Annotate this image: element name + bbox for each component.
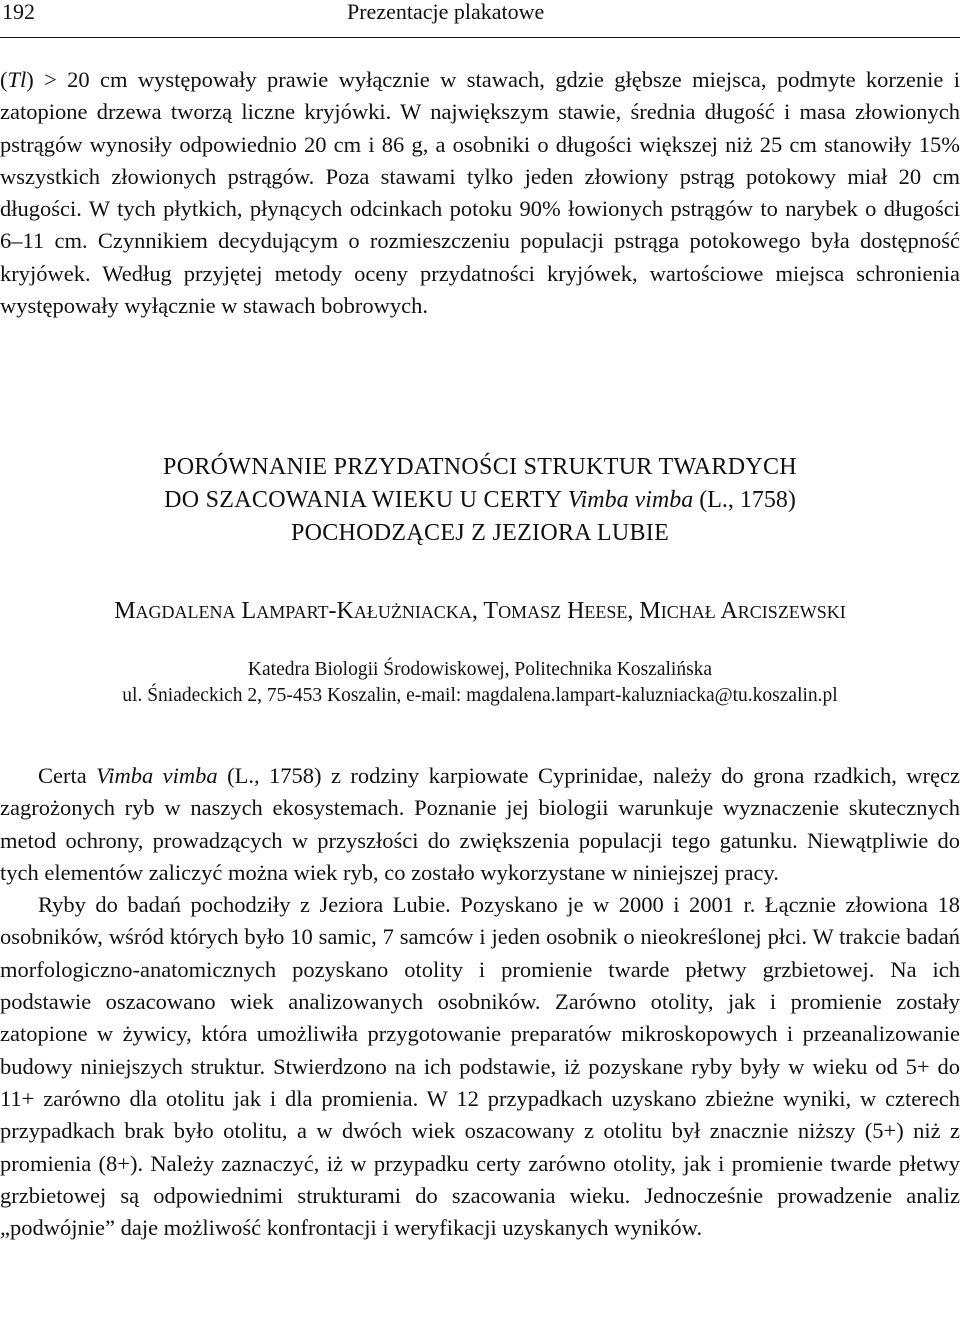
para1-body: (L., 1758) z rodziny karpiowate Cyprinidae, należy do grona rzadkich, wręcz zagrożonych ryb w naszych ekosystemach. Poznanie jej biologii warunkuje wyznaczenie skutecznych metod ochrony, prowadzących w przyszłości do zwiększenia populacji tego gatunku. Niewątpliwie do tych elementów zaliczyć można wiek ryb, co zostało wykorzystane w niniejszej pracy. <box>0 763 960 885</box>
author-initial: K <box>336 598 354 624</box>
running-header <box>0 0 960 30</box>
abstract-paragraph-1 <box>0 760 960 889</box>
page-number: 192 <box>2 0 35 24</box>
author-name-part <box>114 598 235 624</box>
author-name-rest: AŁUŻNIACKA <box>353 602 472 622</box>
author-initial: A <box>720 598 738 624</box>
author-name-rest: AMPART <box>256 602 329 622</box>
abstract-paragraph-2: Ryby do badań pochodziły z Jeziora Lubie. Pozyskano je w 2000 i 2001 r. Łącznie złowiona 18 osobników, wśród których było 10 samic, 7 samców i jeden osobnik o nieokreślonej płci. W trakcie badań morfologiczno-anatomicznych pozyskano otolity i promienie twarde płetwy grzbietowej. Na ich podstawie oszacowano wiek analizowanych osobników. Zarówno otolity, jak i promienie zostały zatopione w żywicy, która umożliwiła przygotowanie preparatów mikroskopowych i przeanalizowanie budowy niniejszych struktur. Stwierdzono na ich podstawie, iż pozyskane ryby były w wieku od 5+ do 11+ zarówno dla otolitu jak i dla promienia. W 12 przypadkach uzyskano zbieżne wyniki, w czterech przypadkach brak było otolitu, a w dwóch wiek oszacowany z otolitu był znacznie niższy (5+) niż z promienia (8+). Należy zaznaczyć, iż w przypadku certy zarówno otolity, jak i promienie twarde płetwy grzbietowej są odpowiednimi strukturami do szacowania wieku. Jednocześnie prowadzenie analiz „podwójnie” daje możliwość konfrontacji i weryfikacji uzyskanych wyników. <box>0 892 960 1241</box>
author-name-rest: OMASZ <box>498 602 562 622</box>
tl-open-paren: ( <box>0 67 8 92</box>
author-separator: , <box>627 598 640 624</box>
author-name-part <box>720 598 845 624</box>
para1-pre: Certa <box>38 763 97 788</box>
abstract-text <box>0 760 960 1244</box>
tl-close-paren: ) <box>26 67 34 92</box>
author-name-rest: AGDALENA <box>135 602 236 622</box>
affiliation <box>0 657 960 709</box>
header-rule <box>0 37 960 38</box>
previous-article-body: > 20 cm występowały prawie wyłącznie w stawach, gdzie głębsze miejsca, podmyte korzenie i zatopione drzewa tworzą liczne kryjówki. W największym stawie, średnia długość i masa złowionych pstrągów wynosiły odpowiednio 20 cm i 86 g, a osobniki o długości większej niż 25 cm stanowiły 15% wszystkich złowionych pstrągów. Poza stawami tylko jeden złowiony pstrąg potokowy miał 20 cm długości. W tych płytkich, płynących odcinkach potoku 90% łowionych pstrągów to narybek o długości 6–11 cm. Czynnikiem decydującym o rozmieszczeniu populacji pstrąga potokowego była dostępność kryjówek. Według przyjętej metody oceny przydatności kryjówek, wartościowe miejsca schronienia występowały wyłącznie w stawach bobrowych. <box>0 67 960 319</box>
author-name-rest: EESE <box>584 602 628 622</box>
author-initial: T <box>483 598 499 624</box>
running-title: Prezentacje plakatowe <box>347 0 545 24</box>
author-name-part <box>639 598 715 624</box>
article-title <box>0 451 960 550</box>
author-initial: M <box>114 598 136 624</box>
author-name-part <box>242 598 329 624</box>
tl-symbol: Tl <box>7 67 27 92</box>
title-line-2-pre: DO SZACOWANIA WIEKU U CERTY <box>164 487 568 513</box>
affiliation-address: ul. Śniadeckich 2, 75-453 Koszalin, e-mail: magdalena.lampart-kaluzniacka@tu.koszalin.pl <box>122 685 838 706</box>
title-line-2-post: (L., 1758) <box>693 487 796 513</box>
author-name-part <box>336 598 471 624</box>
title-line-2 <box>0 484 960 517</box>
author-initial: M <box>639 598 661 624</box>
para1-species: Vimba vimba <box>96 763 218 788</box>
author-initial: H <box>567 598 585 624</box>
authors <box>0 597 960 626</box>
title-line-3: POCHODZĄCEJ Z JEZIORA LUBIE <box>290 520 670 546</box>
author-name-rest: ICHAŁ <box>660 602 716 622</box>
author-name-part <box>567 598 627 624</box>
previous-article-paragraph <box>0 64 960 322</box>
author-separator: - <box>328 598 337 624</box>
previous-article-text <box>0 64 960 322</box>
author-separator: , <box>471 598 484 624</box>
author-initial: L <box>241 598 257 624</box>
affiliation-institution: Katedra Biologii Środowiskowej, Politechnika Koszalińska <box>247 659 713 680</box>
author-name-rest: RCISZEWSKI <box>737 602 846 622</box>
title-line-1: PORÓWNANIE PRZYDATNOŚCI STRUKTUR TWARDYCH <box>163 454 797 480</box>
author-name-part <box>483 598 561 624</box>
title-species: Vimba vimba <box>567 487 694 513</box>
